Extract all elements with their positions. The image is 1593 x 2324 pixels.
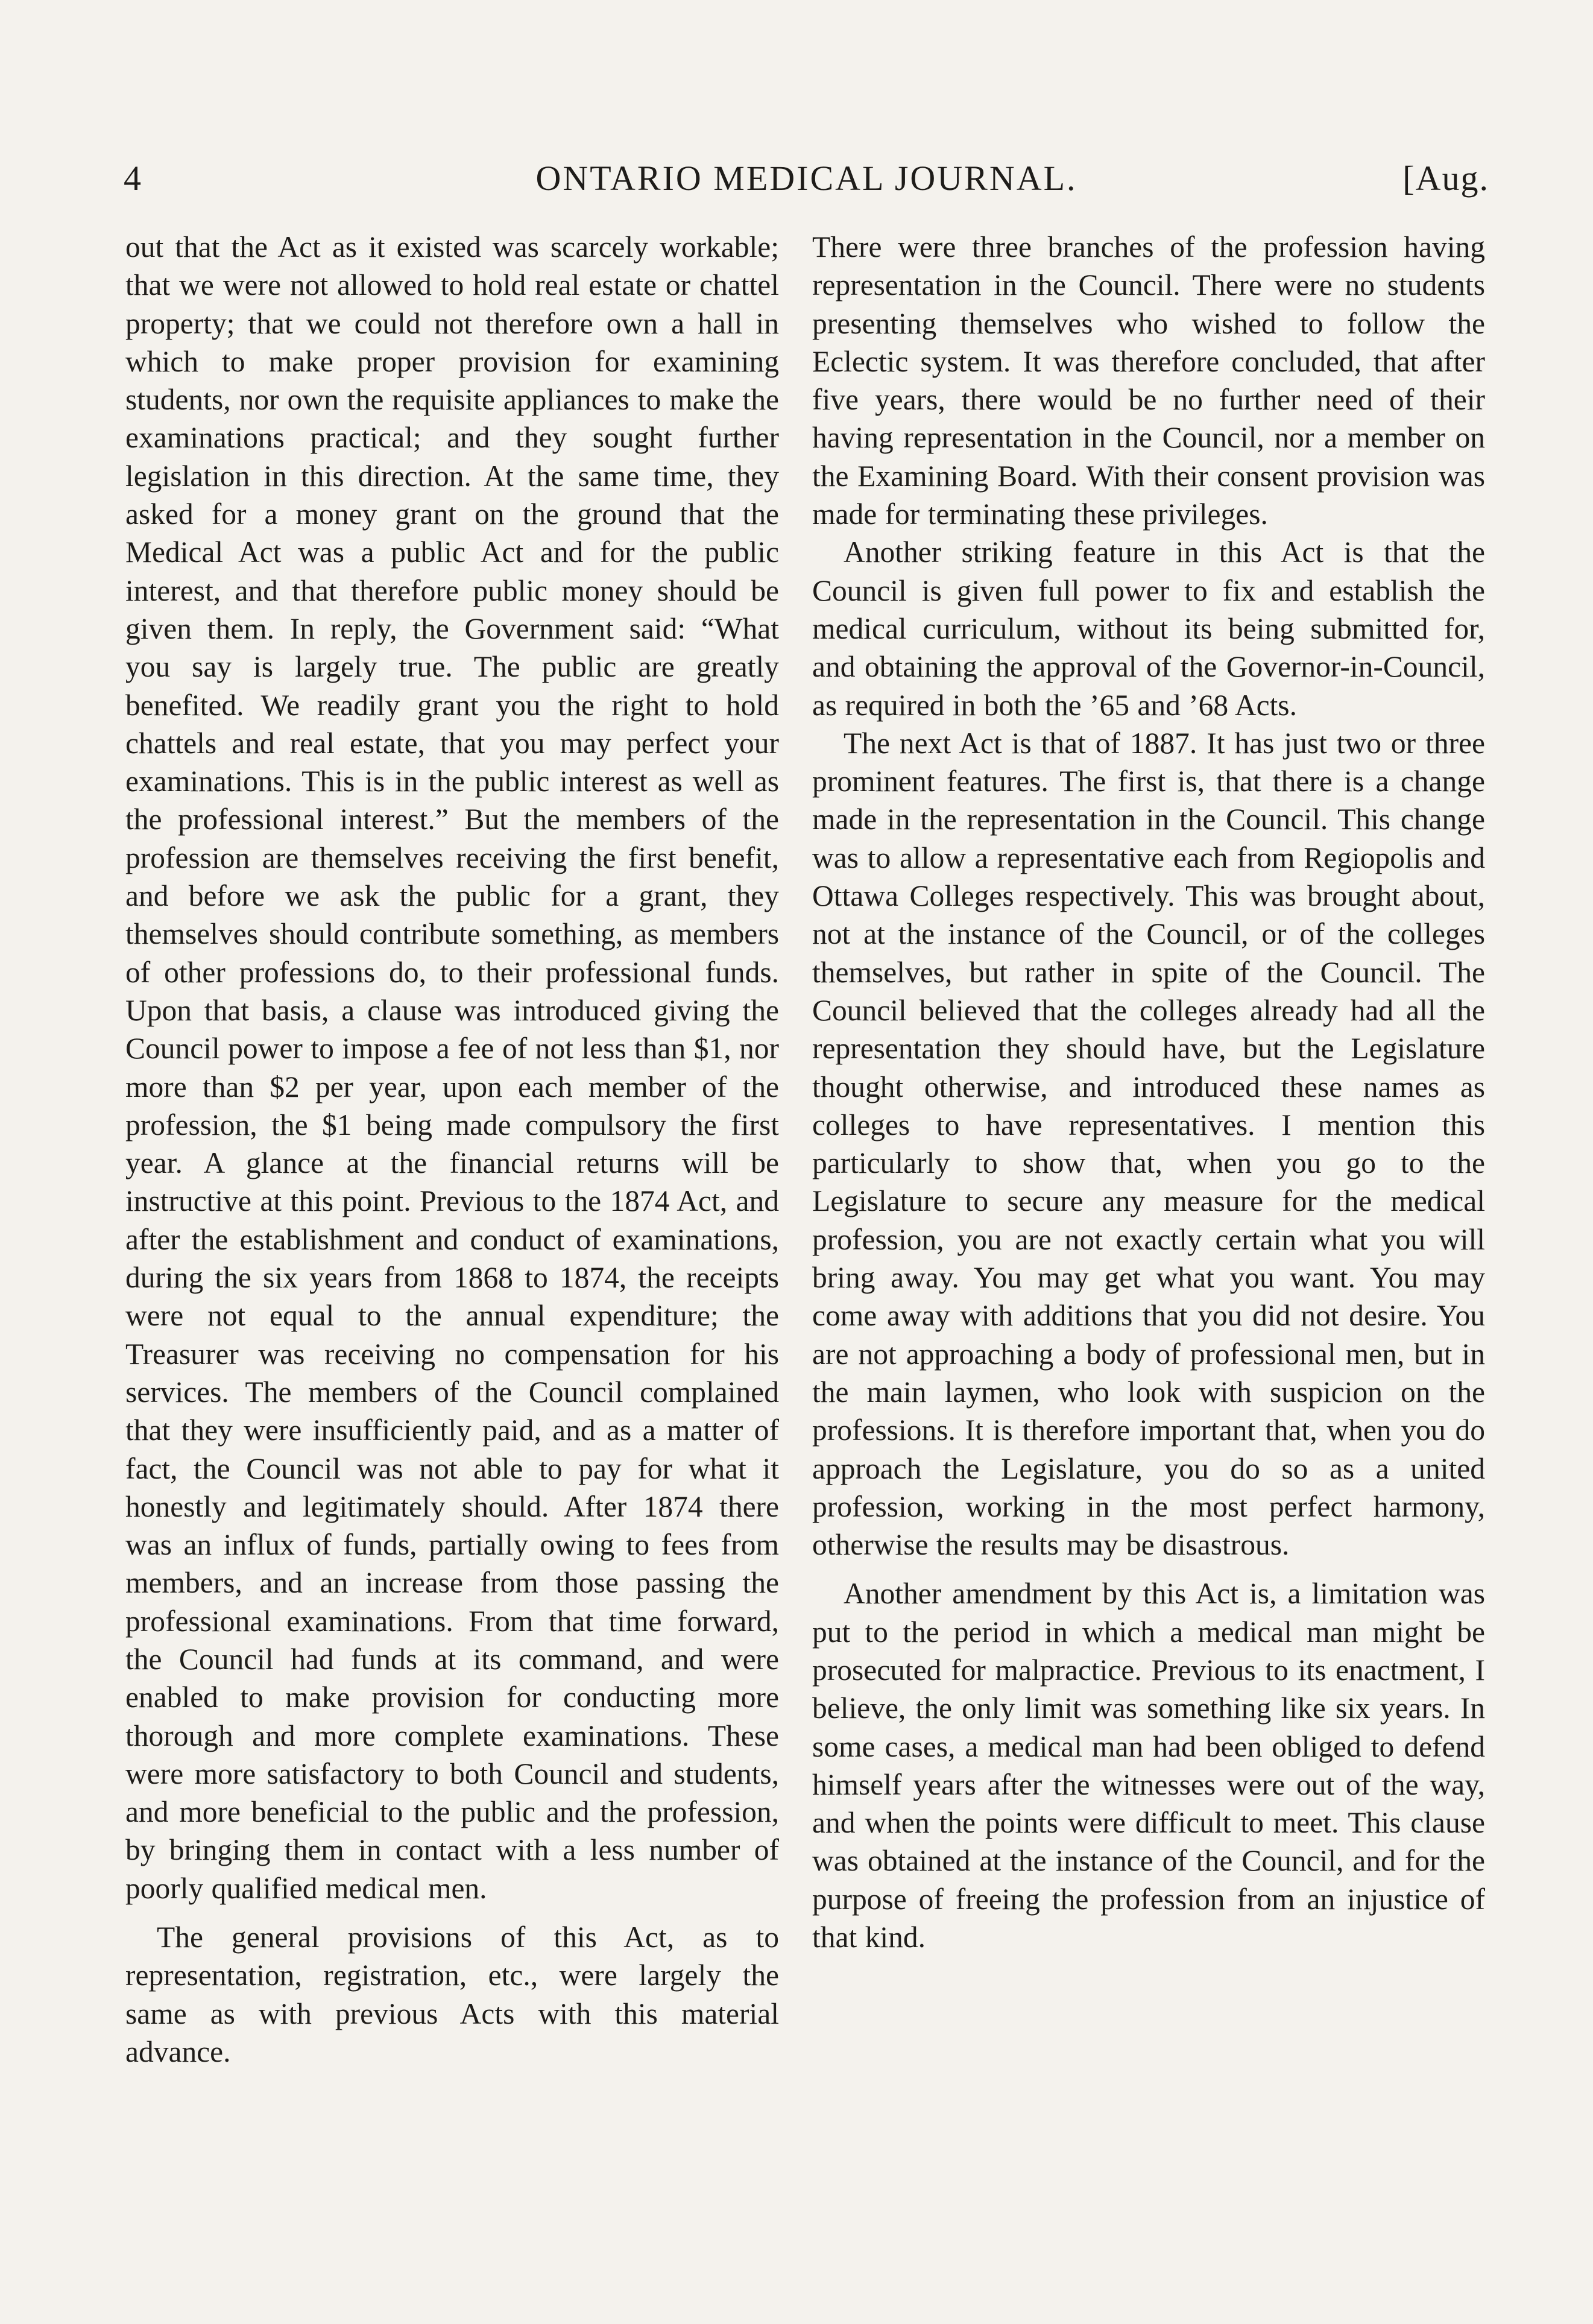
page-number: 4 <box>124 159 142 198</box>
left-column <box>125 228 779 2071</box>
paragraph: Another striking feature in this Act is that the Council is given full power to fix and establish the medical curriculum, without its being submitted for, and obtaining the approval of the Governor-in-Council, as required in both the ’65 and ’68 Acts. <box>812 535 1485 722</box>
issue-month: [Aug. <box>1402 159 1489 198</box>
paragraph: There were three branches of the profession having representation in the Council. There were no students presenting themselves who wished to follow the Eclectic system. It was therefore concluded, that after five years, there would be no further need of their having representation in the Council, nor a member on the Examining Board. With their consent provision was made for terminating these privileges. <box>812 230 1485 531</box>
paragraph: The next Act is that of 1887. It has just two or three prominent features. The first is, that there is a change made in the representation in the Council. This change was to allow a representative each from Regiopolis and Ottawa Colleges respectively. This was brought about, not at the instance of the Council, or of the colleges themselves, but rather in spite of the Council. The Council believed that the colleges already had all the representation they should have, but the Legislature thought otherwise, and introduced these names as colleges to have representatives. I mention this particularly to show that, when you go to the Legislature to secure any measure for the medical profession, you are not exactly certain what you will bring away. You may get what you want. You may come away with additions that you did not desire. You are not approaching a body of professional men, but in the main laymen, who look with suspicion on the professions. It is therefore important that, when you do approach the Legislature, you do so as a united profession, working in the most perfect harmony, otherwise the results may be disastrous. <box>812 726 1485 1562</box>
running-header <box>124 158 1489 206</box>
journal-title: ONTARIO MEDICAL JOURNAL. <box>535 159 1077 198</box>
paragraph: Another amendment by this Act is, a limitation was put to the period in which a medical man might be prosecuted for malpractice. Previous to its enactment, I believe, the only limit was something like six years. In some cases, a medical man had been obliged to defend himself years after the witnesses were out of the way, and when the points were difficult to meet. This clause was obtained at the instance of the Council, and for the purpose of freeing the profession from an injustice of that kind. <box>812 1577 1485 1954</box>
paragraph: The general provisions of this Act, as to representation, registration, etc., were largely the same as with previous Acts with this material advance. <box>125 1921 779 2068</box>
right-column <box>812 228 1485 1956</box>
paragraph: out that the Act as it existed was scarcely workable; that we were not allowed to hold real estate or chattel property; that we could not therefore own a hall in which to make proper provision for examining students, nor own the requisite appliances to make the examinations practical; and they sought further legislation in this direction. At the same time, they asked for a money grant on the ground that the Medical Act was a public Act and for the public interest, and that therefore public money should be given them. In reply, the Government said: “What you say is largely true. The public are greatly benefited. We readily grant you the right to hold chattels and real estate, that you may perfect your examinations. This is in the public interest as well as the professional interest.” But the members of the profession are themselves receiving the first benefit, and before we ask the public for a grant, they themselves should contribute something, as members of other professions do, to their professional funds. Upon that basis, a clause was introduced giving the Council power to impose a fee of not less than $1, nor more than $2 per year, upon each member of the profession, the $1 being made compulsory the first year. A glance at the financial returns will be instructive at this point. Previous to the 1874 Act, and after the establishment and conduct of examinations, during the six years from 1868 to 1874, the receipts were not equal to the annual expenditure; the Treasurer was receiving no compensation for his services. The members of the Council complained that they were insufficiently paid, and as a matter of fact, the Council was not able to pay for what it honestly and legitimately should. After 1874 there was an influx of funds, partially owing to fees from members, and an increase from those passing the professional examinations. From that time forward, the Council had funds at its command, and were enabled to make provision for conducting more thorough and more complete examinations. These were more satisfactory to both Council and students, and more beneficial to the public and the profession, by bringing them in contact with a less number of poorly qualified medical men. <box>125 230 779 1905</box>
